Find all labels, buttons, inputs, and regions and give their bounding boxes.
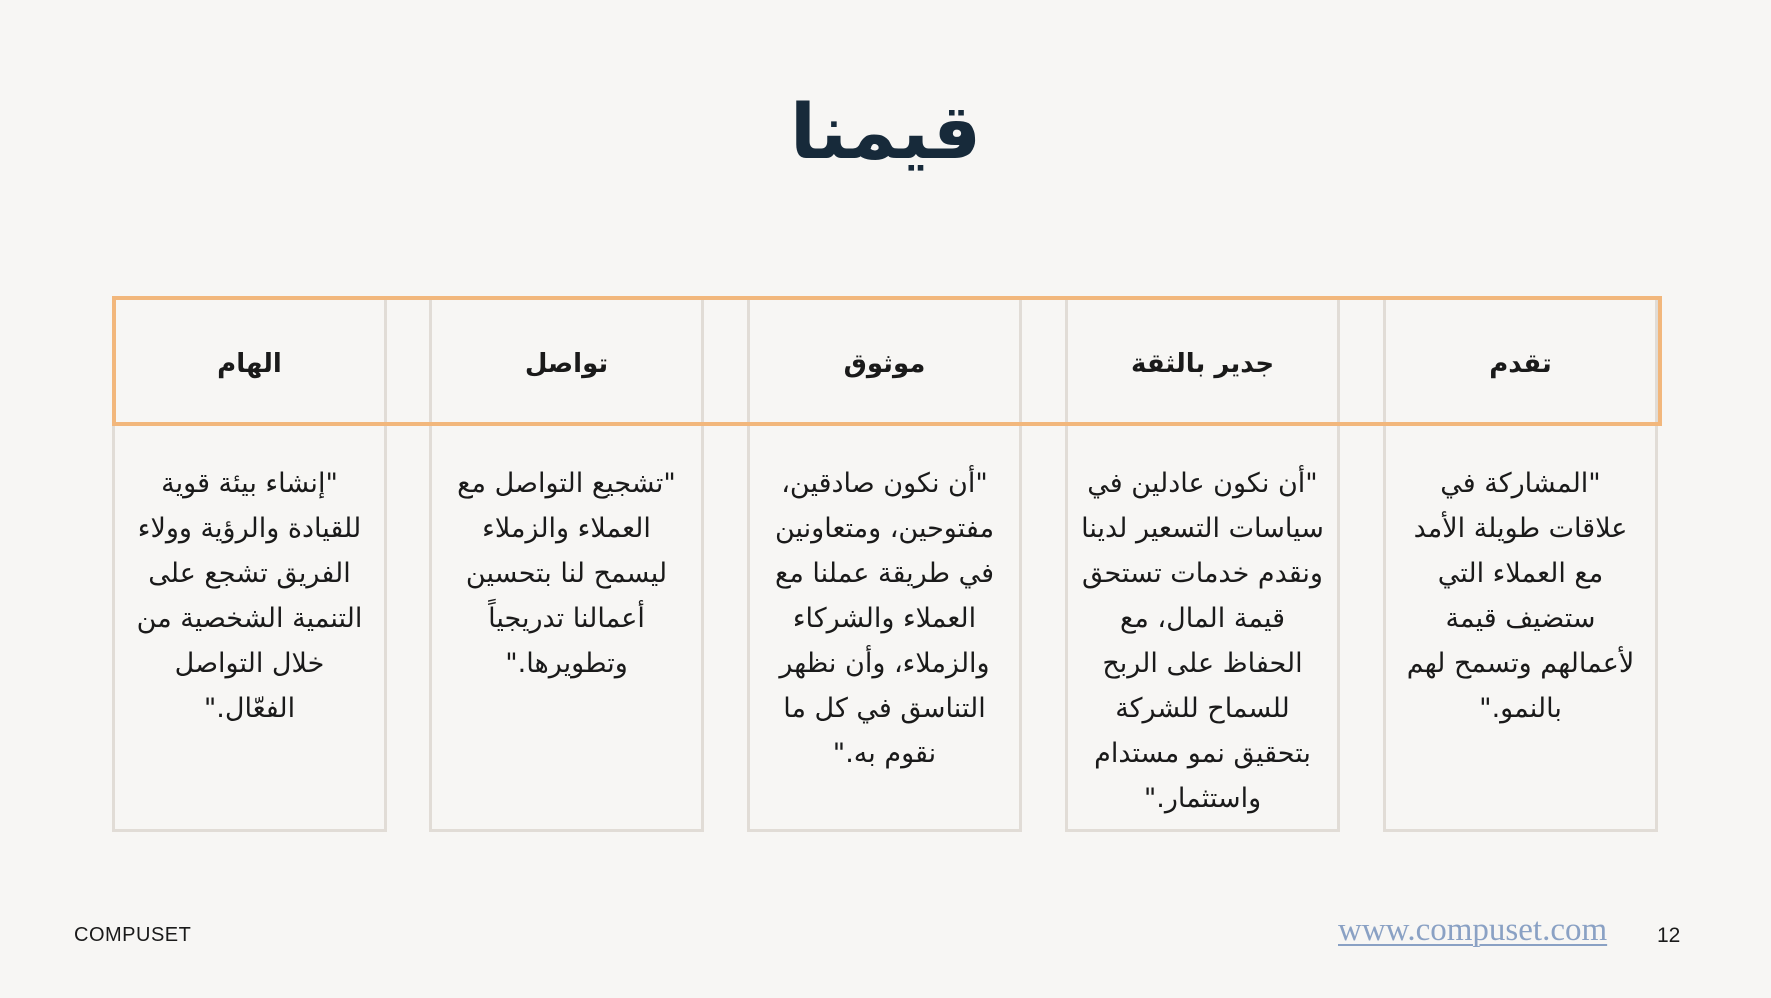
value-column-reliable xyxy=(747,297,1022,832)
column-heading: تقدم xyxy=(1489,348,1552,379)
description-line: بالنمو." xyxy=(1479,693,1562,724)
description-line: العملاء والزملاء xyxy=(482,513,651,544)
column-heading: موثوق xyxy=(843,348,926,379)
column-heading: تواصل xyxy=(524,348,609,379)
value-column-inspiration xyxy=(112,297,387,832)
description-line: مفتوحين، ومتعاونين xyxy=(774,513,995,544)
description-line: ليسمح لنا بتحسين xyxy=(465,558,668,589)
description-line: قيمة المال، مع xyxy=(1119,603,1286,634)
description-line: علاقات طويلة الأمد xyxy=(1413,513,1628,544)
column-heading: الهام xyxy=(217,348,282,379)
description-line: الفريق تشجع على xyxy=(148,558,351,589)
description-line: "تشجيع التواصل مع xyxy=(457,468,676,499)
description-line: الفعّال." xyxy=(203,693,296,724)
value-column-communication xyxy=(429,297,704,832)
description-line: "أن نكون صادقين، xyxy=(781,468,988,499)
page-number: 12 xyxy=(1657,924,1681,947)
description-line: الحفاظ على الربح xyxy=(1102,648,1303,679)
description-line: والزملاء، وأن نظهر xyxy=(779,648,990,679)
description-line: لأعمالهم وتسمح لهم xyxy=(1406,648,1635,679)
description-line: ونقدم خدمات تستحق xyxy=(1082,558,1323,589)
description-line: وتطويرها." xyxy=(505,648,628,679)
column-description xyxy=(1386,427,1655,731)
description-line: "المشاركة في xyxy=(1440,468,1601,499)
description-line: نقوم به." xyxy=(832,738,937,769)
description-line: "إنشاء بيئة قوية xyxy=(161,468,338,499)
column-heading: جدير بالثقة xyxy=(1130,348,1275,379)
value-column-progress xyxy=(1383,297,1658,832)
column-description xyxy=(115,427,384,731)
description-line: العملاء والشركاء xyxy=(792,603,977,634)
description-line: ستضيف قيمة xyxy=(1445,603,1596,634)
description-line: "أن نكون عادلين في xyxy=(1087,468,1318,499)
description-line: خلال التواصل xyxy=(174,648,325,679)
description-line: سياسات التسعير لدينا xyxy=(1081,513,1324,544)
website-link[interactable]: www.compuset.com xyxy=(1338,912,1608,948)
description-line: أعمالنا تدريجياً xyxy=(488,603,645,634)
column-description xyxy=(1068,427,1337,821)
description-line: واستثمار." xyxy=(1143,783,1262,814)
column-description xyxy=(432,427,701,686)
slide-title: قيمنا xyxy=(789,87,982,176)
description-line: مع العملاء التي xyxy=(1437,558,1604,589)
footer-brand: COMPUSET xyxy=(74,924,192,946)
description-line: للقيادة والرؤية وولاء xyxy=(137,513,362,544)
value-column-trustworthy xyxy=(1065,297,1340,832)
description-line: بتحقيق نمو مستدام xyxy=(1094,738,1311,769)
description-line: التنمية الشخصية من xyxy=(136,603,363,634)
column-description xyxy=(750,427,1019,776)
description-line: للسماح للشركة xyxy=(1115,693,1290,724)
description-line: في طريقة عملنا مع xyxy=(774,558,995,589)
description-line: التناسق في كل ما xyxy=(783,693,986,724)
